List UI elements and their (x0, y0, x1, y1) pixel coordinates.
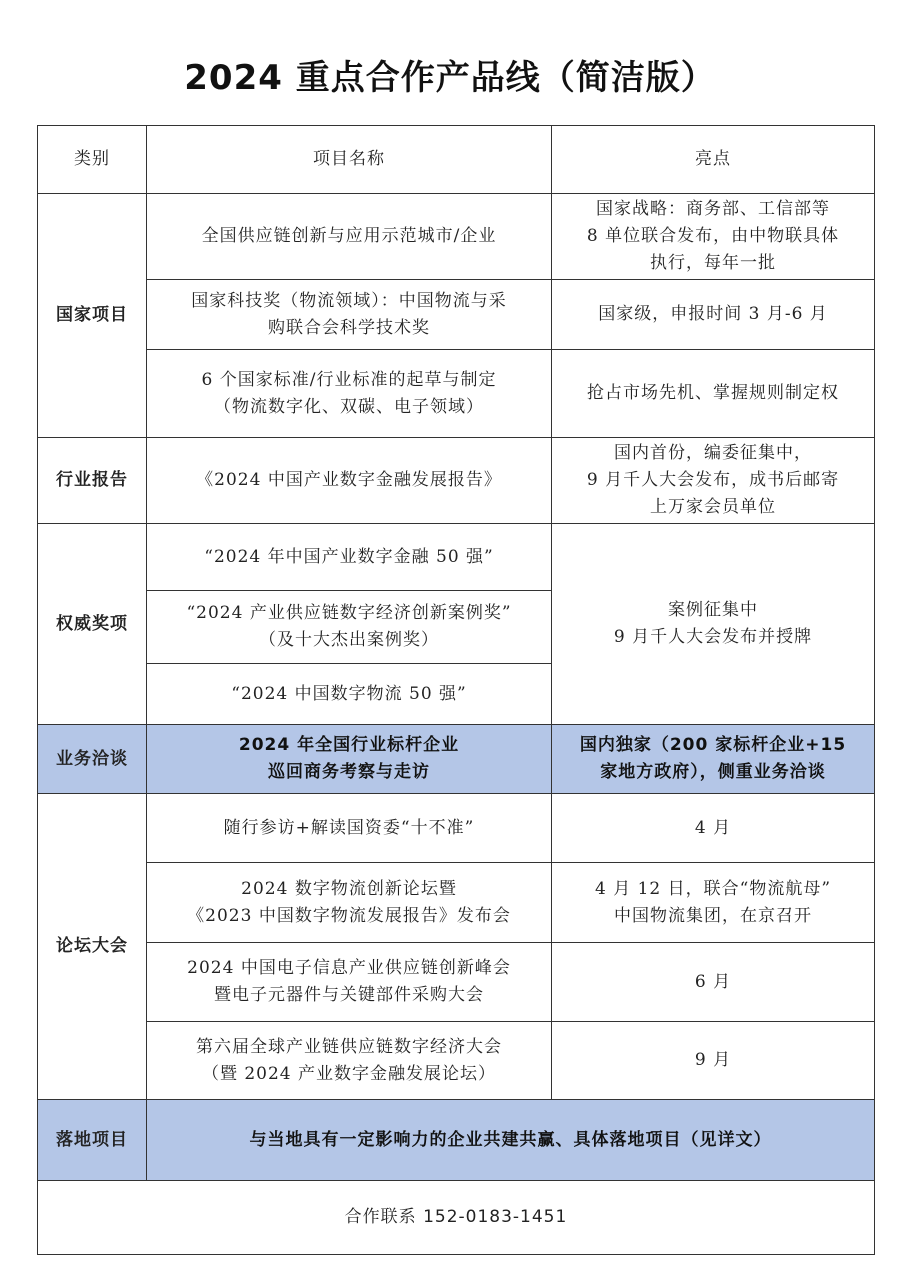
table-row (38, 280, 875, 350)
project-name: 6 个国家标准/行业标准的起草与制定 （物流数字化、双碳、电子领域） (147, 350, 552, 438)
project-name: “2024 产业供应链数字经济创新案例奖” （及十大杰出案例奖） (147, 591, 552, 664)
project-name: 随行参访+解读国资委“十不准” (147, 794, 552, 863)
project-highlight: 6 月 (552, 943, 875, 1022)
category-awards: 权威奖项 (38, 524, 147, 725)
project-name: 《2024 中国产业数字金融发展报告》 (147, 438, 552, 524)
project-name: 第六届全球产业链供应链数字经济大会 （暨 2024 产业数字金融发展论坛） (147, 1022, 552, 1100)
project-highlight: 4 月 (552, 794, 875, 863)
table-row-highlighted (38, 1100, 875, 1181)
table-row (38, 943, 875, 1022)
header-category: 类别 (38, 126, 147, 194)
project-highlight: 抢占市场先机、掌握规则制定权 (552, 350, 875, 438)
table-row-highlighted (38, 725, 875, 794)
table-row (38, 863, 875, 943)
project-highlight: 9 月 (552, 1022, 875, 1100)
project-highlight: 4 月 12 日，联合“物流航母” 中国物流集团，在京召开 (552, 863, 875, 943)
contact-row (38, 1181, 875, 1255)
category-forum: 论坛大会 (38, 794, 147, 1100)
project-highlight: 国家战略：商务部、工信部等 8 单位联合发布，由中物联具体 执行，每年一批 (552, 194, 875, 280)
project-highlight: 国内独家（200 家标杆企业+15 家地方政府），侧重业务洽谈 (552, 725, 875, 794)
header-project-name: 项目名称 (147, 126, 552, 194)
category-national: 国家项目 (38, 194, 147, 438)
project-name: 2024 中国电子信息产业供应链创新峰会 暨电子元器件与关键部件采购大会 (147, 943, 552, 1022)
contact-info: 合作联系 152-0183-1451 (38, 1181, 875, 1255)
table-row (38, 1022, 875, 1100)
project-name: 全国供应链创新与应用示范城市/企业 (147, 194, 552, 280)
landing-description: 与当地具有一定影响力的企业共建共赢、具体落地项目（见详文） (147, 1100, 875, 1181)
category-report: 行业报告 (38, 438, 147, 524)
table-row (38, 194, 875, 280)
product-line-table (37, 125, 875, 1255)
page-title: 2024 重点合作产品线（简洁版） (184, 58, 716, 98)
project-highlight: 国家级，申报时间 3 月-6 月 (552, 280, 875, 350)
project-highlight: 国内首份，编委征集中， 9 月千人大会发布，成书后邮寄 上万家会员单位 (552, 438, 875, 524)
category-landing: 落地项目 (38, 1100, 147, 1181)
category-business: 业务洽谈 (38, 725, 147, 794)
project-highlight: 案例征集中 9 月千人大会发布并授牌 (552, 524, 875, 725)
project-name: 国家科技奖（物流领域）：中国物流与采 购联合会科学技术奖 (147, 280, 552, 350)
project-name: “2024 年中国产业数字金融 50 强” (147, 524, 552, 591)
project-name: 2024 数字物流创新论坛暨 《2023 中国数字物流发展报告》发布会 (147, 863, 552, 943)
project-name: 2024 年全国行业标杆企业 巡回商务考察与走访 (147, 725, 552, 794)
project-name: “2024 中国数字物流 50 强” (147, 664, 552, 725)
table-row (38, 794, 875, 863)
table-header-row (38, 126, 875, 194)
table-row (38, 438, 875, 524)
table-row (38, 350, 875, 438)
table-row (38, 524, 875, 591)
header-highlight: 亮点 (552, 126, 875, 194)
